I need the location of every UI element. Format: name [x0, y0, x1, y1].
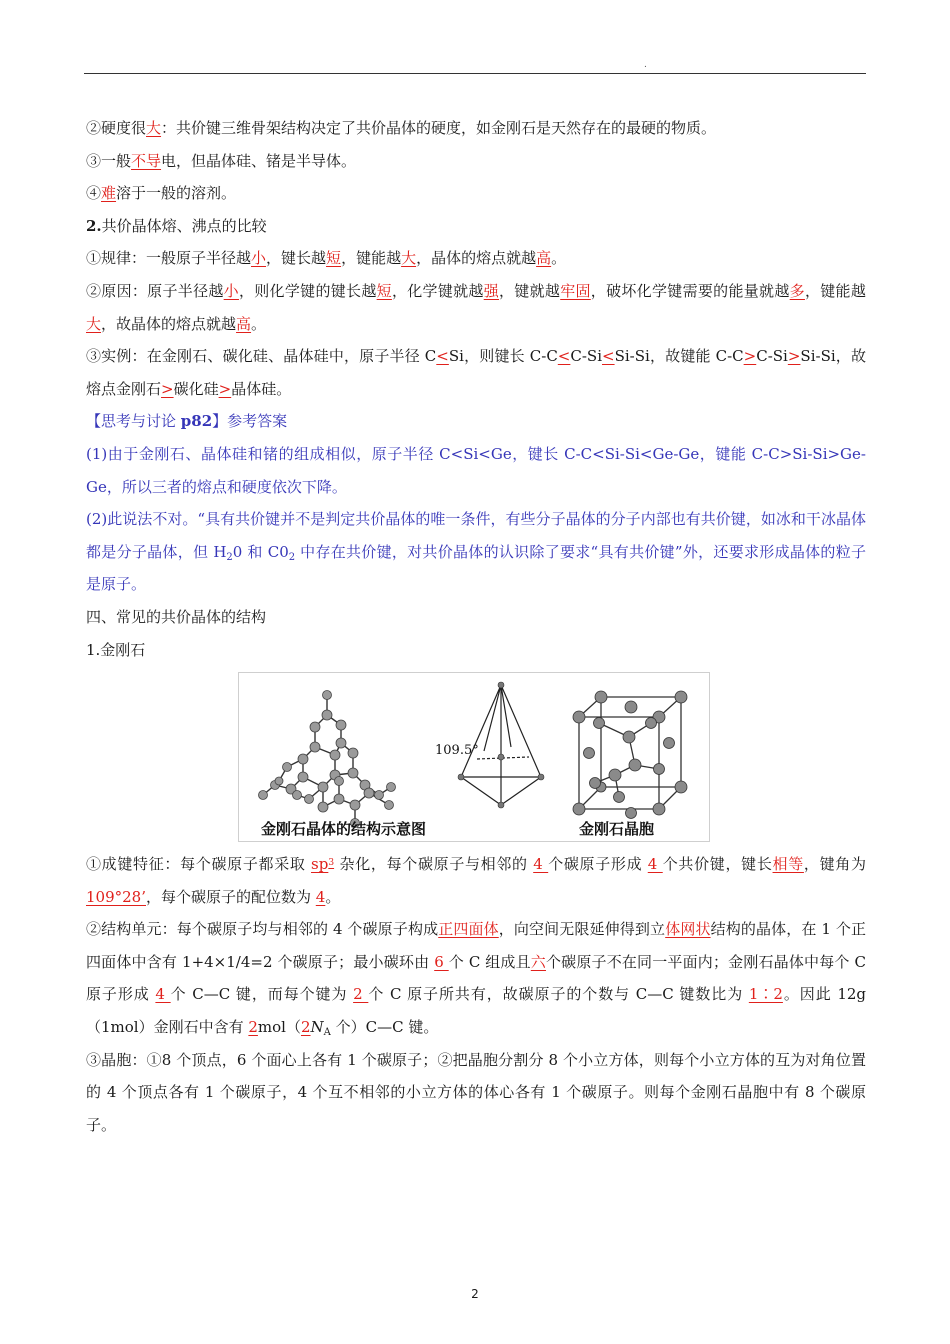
text-block-top	[86, 112, 866, 666]
text-run: mol（	[257, 1018, 301, 1037]
text-run: ，晶体的熔点就越	[416, 249, 537, 268]
text-run: 。因此 12g（1mol）金刚石中含有	[86, 985, 867, 1037]
answer-blank: 4	[647, 855, 663, 874]
text-run: ，键角为	[803, 855, 866, 874]
answer-blank: 体网状	[665, 920, 711, 939]
answer-blank: 六	[530, 952, 546, 971]
text-run: 中存在共价键，对共价晶体的认识除了要求“具有共价键”外，还要求形成晶体的粒子是原子。	[86, 542, 866, 594]
text-run: 碳化硅	[173, 379, 219, 398]
answer-blank: 4	[315, 887, 326, 906]
answer-blank: <	[602, 347, 615, 366]
paragraph-l1	[86, 112, 866, 145]
text-run: 【思考与讨论	[86, 412, 181, 431]
text-run: ，每个碳原子的配位数为	[146, 887, 316, 906]
text-run: 2	[288, 551, 296, 563]
answer-blank: 相等	[772, 855, 804, 874]
answer-blank: 高	[536, 249, 552, 268]
paragraph-l12	[86, 634, 866, 667]
answer-blank: 多	[789, 281, 805, 300]
document-body	[86, 112, 866, 1141]
text-run: 个共价键，键长	[662, 855, 773, 874]
answer-blank: >	[218, 379, 232, 398]
text-run: (1)由于金刚石、晶体硅和锗的组成相似，原子半径 C<Si<Ge，键长 C-C<Si-Si<Ge-Ge，键能 C-C>Si-Si>Ge-Ge，所以三者的熔点和硬度依次下降。	[86, 444, 866, 496]
answer-blank: >	[743, 347, 757, 366]
unit-cell-atoms	[573, 691, 687, 819]
text-run: 2	[226, 551, 233, 563]
answer-blank: 3	[328, 858, 335, 869]
text-run: 0 和 C0	[232, 542, 289, 561]
text-run: 共价晶体熔、沸点的比较	[101, 216, 267, 235]
text-run: 个 C 组成且	[448, 952, 531, 971]
text-run: 个碳原子不在同一平面内；金刚石晶体中每个 C 原子形成	[86, 952, 866, 1004]
text-run: A	[323, 1027, 331, 1039]
paragraph-l13	[86, 848, 866, 913]
text-run: ，破坏化学键需要的能量就越	[590, 281, 790, 300]
text-block-bottom	[86, 848, 866, 1141]
paragraph-l15	[86, 1044, 866, 1142]
text-run: N	[310, 1018, 324, 1037]
text-run: 。	[551, 249, 567, 268]
header-dot: .	[644, 60, 647, 70]
text-run: 个 C 原子所共有，故碳原子的个数与 C—C 键数比为	[368, 985, 749, 1004]
text-run: p82	[180, 412, 213, 431]
text-run: Si，则键长 C-C	[448, 347, 558, 366]
answer-blank: 1∶2	[748, 985, 783, 1004]
answer-blank: 难	[101, 184, 117, 203]
diamond-network-atoms	[259, 691, 396, 828]
text-run: 结构的晶体，在 1 个正四面体中含有 1+4×1/4=2 个碳原子；最小碳环由	[86, 920, 866, 971]
text-run: C-Si	[570, 347, 602, 366]
text-run: (2)此说法不对。“具有共价键并不是判定共价晶体的唯一条件，有些分子晶体的分子内部也有共价键，如冰和干冰晶体都是分子晶体，但 H	[86, 510, 866, 561]
answer-blank: 大	[401, 249, 417, 268]
paragraph-l6	[86, 275, 866, 340]
answer-blank: 大	[86, 314, 102, 333]
answer-blank: <	[557, 347, 571, 366]
answer-blank: <	[436, 347, 449, 366]
answer-blank: 109°28’	[86, 887, 146, 906]
text-run: ，键就越	[499, 281, 561, 300]
answer-blank: 6	[434, 952, 449, 971]
text-run: ②硬度很	[86, 119, 147, 137]
text-run: 2.	[86, 216, 102, 235]
text-run: ③实例：在金刚石、碳化硅、晶体硅中，原子半径 C	[86, 347, 437, 366]
paragraph-l5	[86, 242, 866, 275]
answer-blank: 2	[353, 985, 369, 1004]
text-run: ②原因：原子半径越	[86, 281, 224, 300]
answer-blank: 2	[248, 1018, 258, 1037]
text-run: 。	[251, 314, 267, 333]
text-run: ③一般	[86, 151, 132, 170]
answer-blank: >	[787, 347, 801, 366]
text-run: ，键能越	[804, 281, 866, 300]
text-run: 个碳原子形成	[548, 855, 648, 874]
text-run: ①规律：一般原子半径越	[86, 249, 252, 268]
answer-blank: 正四面体	[438, 920, 499, 939]
answer-blank: 4	[533, 855, 549, 874]
text-run: ②结构单元：每个碳原子均与相邻的 4 个碳原子构成	[86, 920, 439, 939]
text-run: 溶于一般的溶剂。	[116, 184, 237, 203]
text-run: 四、常见的共价晶体的结构	[86, 607, 267, 626]
page-number: 2	[471, 1287, 479, 1301]
answer-blank: 不导	[131, 151, 162, 170]
answer-blank: >	[161, 379, 174, 398]
paragraph-l14	[86, 913, 866, 1043]
text-run: ，故晶体的熔点就越	[101, 314, 237, 333]
text-run: 杂化，每个碳原子与相邻的	[334, 855, 534, 874]
answer-blank: 短	[326, 249, 342, 268]
text-run: 电，但晶体硅、锗是半导体。	[161, 151, 357, 170]
answer-blank: 牢固	[560, 281, 591, 300]
text-run: ，键长越	[266, 249, 327, 268]
text-run: ④	[86, 184, 102, 203]
answer-blank: 小	[223, 281, 239, 300]
text-run: 个）C—C 键。	[330, 1018, 439, 1037]
text-run: 】参考答案	[212, 412, 288, 431]
text-run: 晶体硅。	[231, 379, 292, 398]
answer-blank: 2	[300, 1018, 311, 1037]
answer-blank: 高	[236, 314, 252, 333]
text-run: Si-Si，故键能 C-C	[614, 347, 744, 366]
figure-caption-structure: 金刚石晶体的结构示意图	[261, 820, 427, 839]
diamond-figure	[238, 672, 710, 842]
text-run: 。	[325, 887, 341, 906]
text-run: 1.金刚石	[86, 640, 146, 659]
paragraph-l11	[86, 601, 866, 634]
answer-blank: 4	[155, 985, 171, 1004]
answer-blank: sp	[311, 855, 329, 874]
paragraph-l2	[86, 145, 866, 178]
text-run: ③晶胞：①8 个顶点，6 个面心上各有 1 个碳原子；②把晶胞分割分 8 个小立方体，则每个小立方体的互为对角位置的 4 个顶点各有 1 个碳原子，4 个互不相邻的小立方体的体心各有 1 个碳原子。则每个金刚石晶胞中有 8 个碳原子。	[86, 1050, 866, 1134]
header-rule	[84, 73, 866, 74]
paragraph-l9	[86, 438, 866, 503]
text-run: ：共价键三维骨架结构决定了共价晶体的硬度，如金刚石是天然存在的最硬的物质。	[161, 119, 717, 137]
paragraph-l3	[86, 177, 866, 210]
answer-blank: 小	[251, 249, 267, 268]
paragraph-l4	[86, 210, 866, 243]
answer-blank: 强	[483, 281, 500, 300]
text-run: 个 C—C 键，而每个键为	[170, 985, 354, 1004]
text-run: ，化学键就越	[391, 281, 484, 300]
paragraph-l7	[86, 340, 866, 405]
text-run: ①成键特征：每个碳原子都采取	[86, 855, 312, 874]
text-run: ，键能越	[341, 249, 402, 268]
paragraph-l8	[86, 405, 866, 438]
answer-blank: 短	[376, 281, 392, 300]
text-run: C-Si	[756, 347, 788, 366]
text-run: ，则化学键的键长越	[238, 281, 377, 300]
paragraph-l10	[86, 503, 866, 601]
figure-caption-unit-cell: 金刚石晶胞	[579, 820, 655, 839]
answer-blank: 大	[146, 119, 162, 137]
text-run: ，向空间无限延伸得到立	[498, 920, 666, 939]
bond-angle-label: 109.5°	[435, 743, 479, 759]
text-run: Si-Si，故熔点金刚石	[86, 347, 866, 398]
